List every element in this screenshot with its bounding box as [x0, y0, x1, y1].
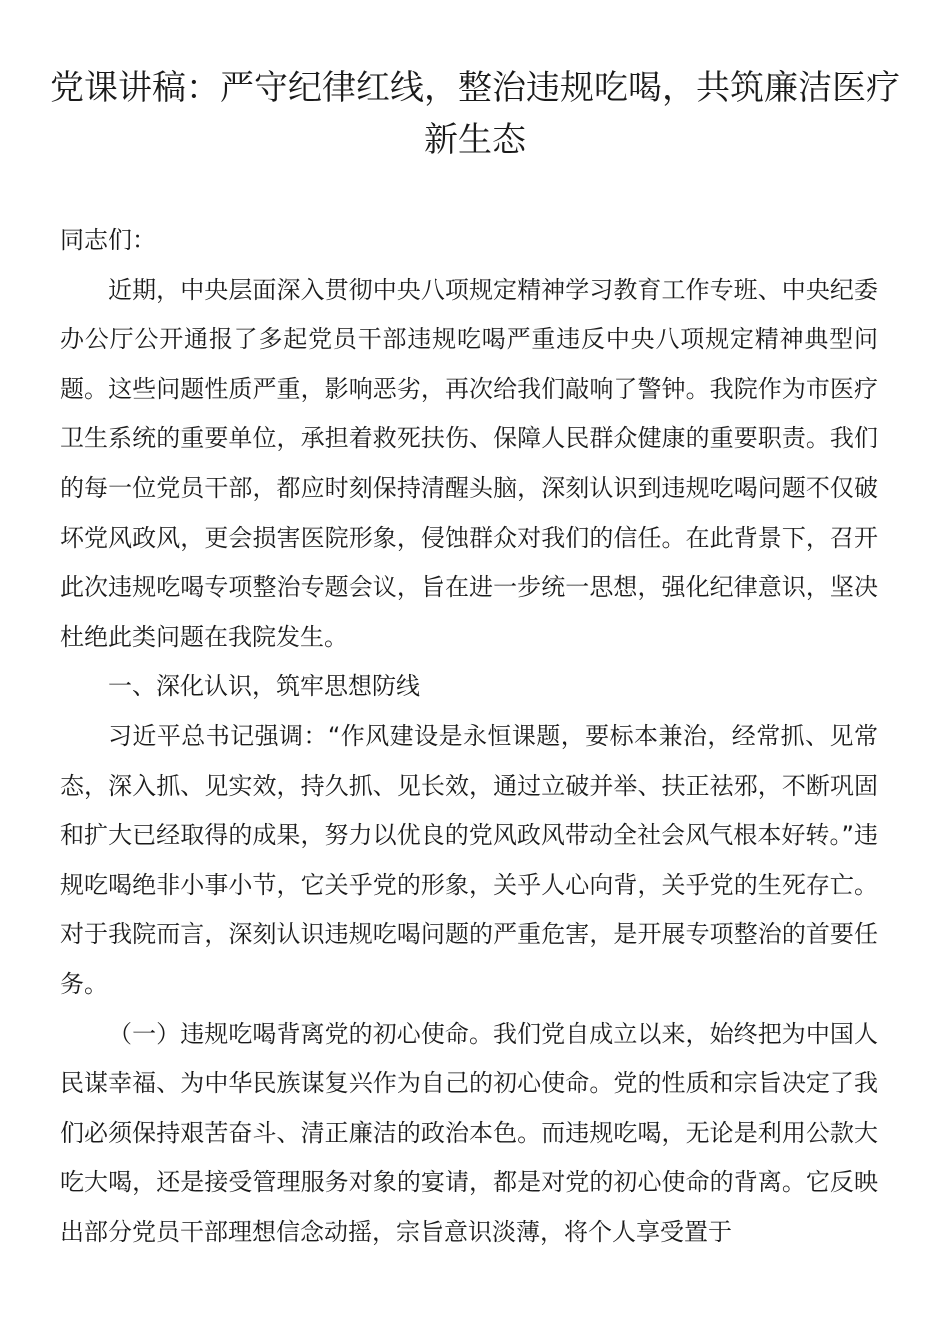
section-heading-1: 一、深化认识，筑牢思想防线 — [108, 672, 420, 701]
paragraph-intro: 近期，中央层面深入贯彻中央八项规定精神学习教育工作专班、中央纪委办公厅公开通报了多起党员干部违规吃喝严重违反中央八项规定精神典型问题。这些问题性质严重，影响恶劣，再次给我们敲响了警钟。我院作为市医疗卫生系统的重要单位，承担着救死扶伤、保障人民群众健康的重要职责。我们的每一位党员干部，都应时刻保持清醒头脑，深刻认识到违规吃喝问题不仅破坏党风政风，更会损害医院形象，侵蚀群众对我们的信任。在此背景下，召开此次违规吃喝专项整治专题会议，旨在进一步统一思想，强化纪律意识，坚决杜绝此类问题在我院发生。 — [60, 275, 878, 651]
paragraph-quote: 习近平总书记强调：“作风建设是永恒课题，要标本兼治，经常抓、见常态，深入抓、见实效，持久抓、见长效，通过立破并举、扶正祛邪，不断巩固和扩大已经取得的成果，努力以优良的党风政风带动全社会风气根本好转。”违规吃喝绝非小事小节，它关乎党的形象，关乎人心向背，关乎党的生死存亡。对于我院而言，深刻认识违规吃喝问题的严重危害，是开展专项整治的首要任务。 — [60, 721, 878, 998]
document-title: 党课讲稿：严守纪律红线，整治违规吃喝，共筑廉洁医疗新生态 — [50, 68, 900, 160]
document-body — [60, 216, 878, 1257]
salutation: 同志们： — [60, 226, 156, 254]
paragraph-subsection-1: （一）违规吃喝背离党的初心使命。我们党自成立以来，始终把为中国人民谋幸福、为中华民族谋复兴作为自己的初心使命。党的性质和宗旨决定了我们必须保持艰苦奋斗、清正廉洁的政治本色。而违规吃喝，无论是利用公款大吃大喝，还是接受管理服务对象的宴请，都是对党的初心使命的背离。它反映出部分党员干部理想信念动摇，宗旨意识淡薄，将个人享受置于 — [60, 1019, 878, 1246]
